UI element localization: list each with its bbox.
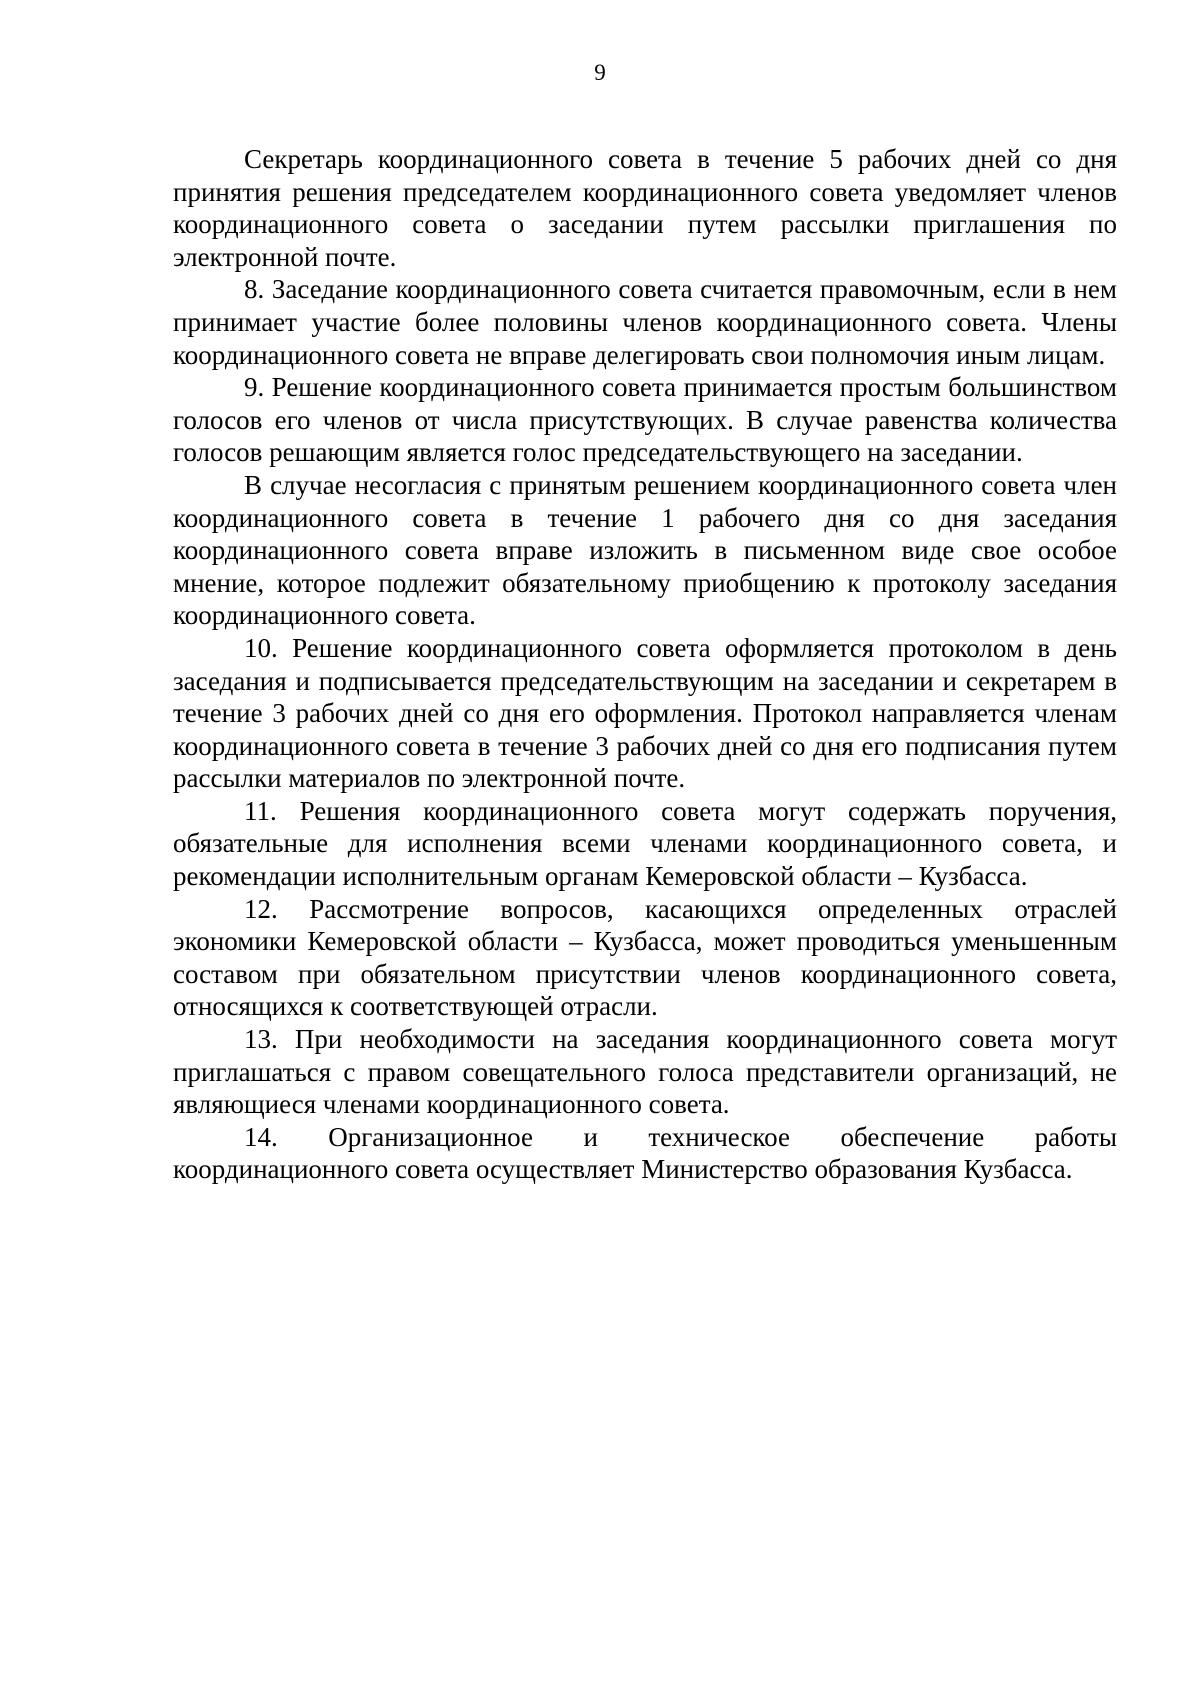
paragraph-14-support: 14. Организационное и техническое обеспечение работы координационного совета осуществляет Министерство образования Кузбасса. [173,1121,1117,1185]
paragraph-secretary-notification: Секретарь координационного совета в течение 5 рабочих дней со дня принятия решения председателем координационного совета уведомляет членов координационного совета о заседании путем рассылки приглашения по электронной почте. [173,144,1117,272]
paragraph-11-decisions: 11. Решения координационного совета могут содержать поручения, обязательные для исполнения всеми членами координационного совета, и рекомендации исполнительным органам Кемеровской области – Кузбасса. [173,795,1117,892]
paragraph-dissenting-opinion: В случае несогласия с принятым решением координационного совета член координационного совета в течение 1 рабочего дня со дня заседания координационного совета вправе изложить в письменном виде свое особое мнение, которое подлежит обязательному приобщению к протоколу заседания координационного совета. [173,469,1117,631]
paragraph-9-voting: 9. Решение координационного совета принимается простым большинством голосов его членов от числа присутствующих. В случае равенства количества голосов решающим является голос председательствующего на заседании. [173,372,1117,468]
paragraph-8-quorum: 8. Заседание координационного совета считается правомочным, если в нем принимает участие более половины членов координационного совета. Члены координационного совета не вправе делегировать свои полномочия иным лицам. [173,274,1117,370]
page-number: 9 [594,60,606,85]
paragraph-10-protocol: 10. Решение координационного совета оформляется протоколом в день заседания и подписывается председательствующим на заседании и секретарем в течение 3 рабочих дней со дня его оформления. Протокол направляется членам координационного совета в течение 3 рабочих дней со дня его подписания путем рассылки материалов по электронной почте. [173,632,1117,794]
document-body [173,143,1117,1186]
paragraph-12-reduced-composition: 12. Рассмотрение вопросов, касающихся определенных отраслей экономики Кемеровской области – Кузбасса, может проводиться уменьшенным составом при обязательном присутствии членов координационного совета, относящихся к соответствующей отрасли. [173,893,1117,1022]
paragraph-13-invited-participants: 13. При необходимости на заседания координационного совета могут приглашаться с правом совещательного голоса представители организаций, не являющиеся членами координационного совета. [173,1024,1117,1120]
